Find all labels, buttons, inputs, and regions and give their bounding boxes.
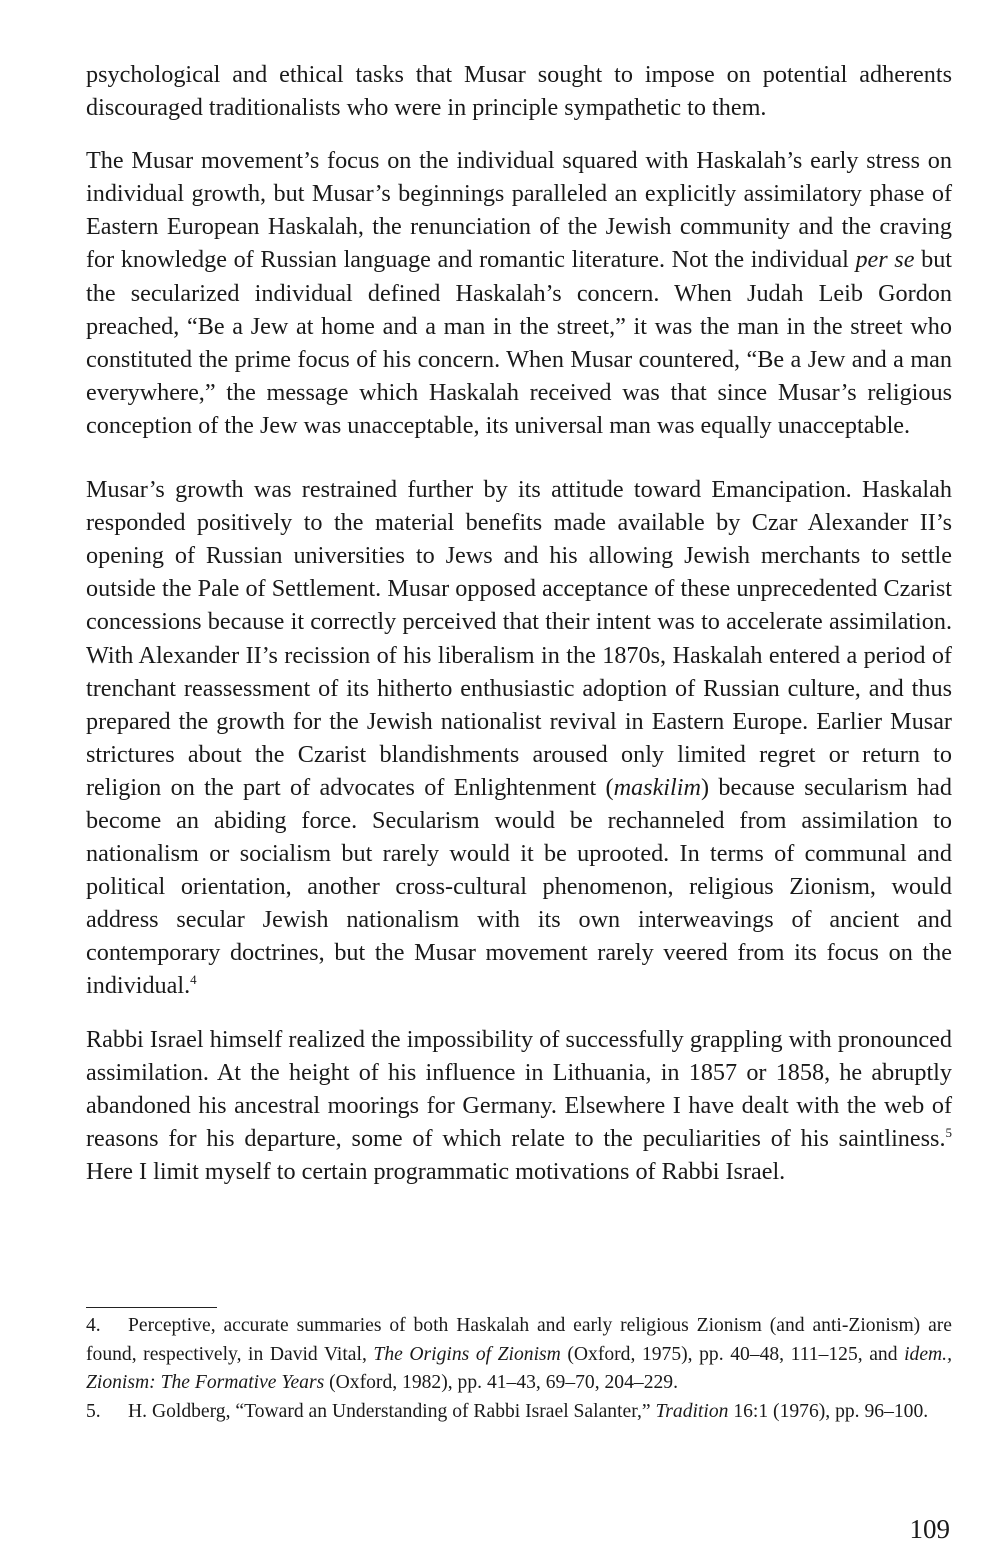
footnote-number: 5. [86,1400,101,1422]
footnote-4-title-1: The Origins of Zionism [373,1343,561,1365]
footnote-5-title-1: Tradition [655,1400,729,1422]
footnote-4-title-2: idem., Zionism: The Formative Years [86,1343,952,1393]
footnote-ref-4[interactable]: 4 [190,972,197,988]
footnote-4 [86,1312,952,1398]
italic-per-se: per se [855,246,915,274]
footnote-separator [86,1307,217,1308]
footnote-4-text-c: (Oxford, 1982), pp. 41–43, 69–70, 204–229. [324,1372,678,1393]
footnote-5 [86,1398,952,1427]
footnote-4-text-a: Perceptive, accurate summaries of both Haskalah and early religious Zionism (and anti-Zionism) are found, respectively, in David Vital, [86,1315,952,1365]
body-text [86,58,952,1188]
footnote-ref-5[interactable]: 5 [945,1124,952,1140]
paragraph-4 [86,1023,952,1188]
paragraph-3-text-b: ) because secularism had become an abiding force. Secularism would be rechanneled from assimilation to nationalism or socialism but rarely would it be uprooted. In terms of communal and political orientation, another cross-cultural phenomenon, religious Zionism, would address secular Jewish nationalism with its own interweavings of ancient and contemporary doctrines, but the Musar movement rarely veered from its focus on the individual. [86,773,952,1000]
footnote-4-text-b: (Oxford, 1975), pp. 40–48, 111–125, and [560,1343,905,1365]
paragraph-3-text-a: Musar’s growth was restrained further by its attitude toward Emancipation. Haskalah responded positively to the material benefits made available by Czar Alexander II’s opening of Russian universities to Jews and his allowing Jewish merchants to settle outside the Pale of Settlement. Musar opposed acceptance of these unprecedented Czarist concessions because it correctly perceived that their intent was to accelerate assimilation. With Alexander II’s recission of his liberalism in the 1870s, Haskalah entered a period of trenchant reassessment of its hitherto enthusiastic adoption of Russian culture, and thus prepared the growth for the Jewish nationalist revival in Eastern Europe. Earlier Musar strictures about the Czarist blandishments aroused only limited regret or return to religion on the part of advocates of Enlightenment ( [86,476,952,801]
paragraph-2-text-a: The Musar movement’s focus on the individual squared with Haskalah’s early stress on individual growth, but Musar’s beginnings paralleled an explicitly assimilatory phase of Eastern European Haskalah, the renunciation of the Jewish community and the craving for knowledge of Russian language and romantic literature. Not the individual [86,147,952,274]
paragraph-3 [86,473,952,1003]
paragraph-4-text-b: Here I limit myself to certain programmatic motivations of Rabbi Israel. [86,1157,786,1185]
page-number: 109 [909,1514,950,1544]
footnotes [86,1312,952,1426]
italic-maskilim: maskilim [613,773,701,801]
footnote-5-text-b: 16:1 (1976), pp. 96–100. [728,1400,929,1422]
footnote-5-text-a: H. Goldberg, “Toward an Understanding of Rabbi Israel Salanter,” [128,1400,656,1422]
paragraph-4-text-a: Rabbi Israel himself realized the impossibility of successfully grappling with pronounced assimilation. At the height of his influence in Lithuania, in 1857 or 1858, he abruptly abandoned his ancestral moorings for Germany. Elsewhere I have dealt with the web of reasons for his departure, some of which relate to the peculiarities of his saintliness. [86,1025,952,1152]
paragraph-1 [86,58,952,124]
paragraph-1-text: psychological and ethical tasks that Musar sought to impose on potential adherents discouraged traditionalists who were in principle sympathetic to them. [86,61,952,122]
footnote-number: 4. [86,1315,101,1336]
paragraph-2 [86,144,952,442]
paragraph-2-text-b: but the secularized individual defined Haskalah’s concern. When Judah Leib Gordon preached, “Be a Jew at home and a man in the street,” it was the man in the street who constituted the prime focus of his concern. When Musar countered, “Be a Jew and a man everywhere,” the message which Haskalah received was that since Musar’s religious conception of the Jew was unacceptable, its universal man was equally unacceptable. [86,246,953,439]
